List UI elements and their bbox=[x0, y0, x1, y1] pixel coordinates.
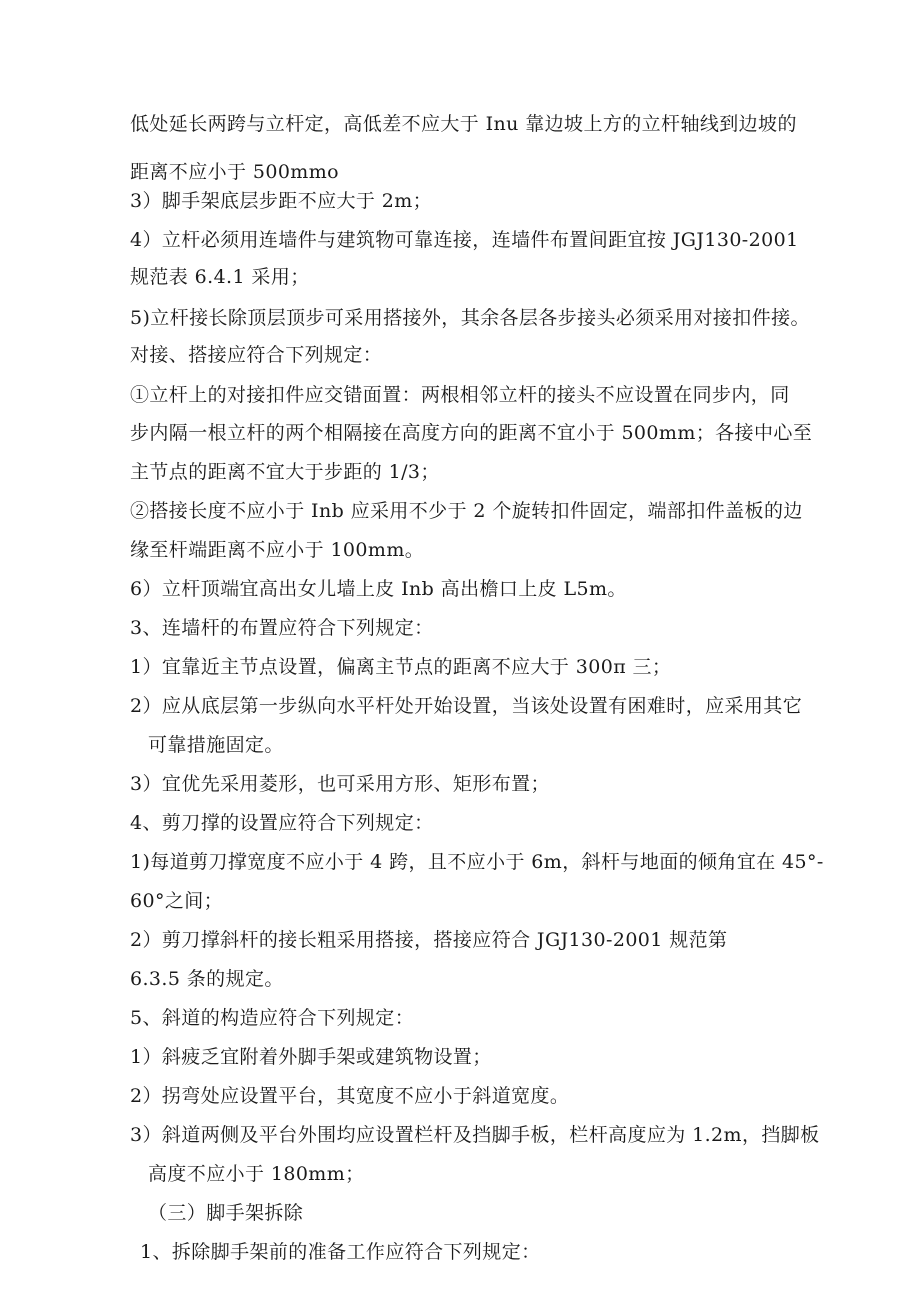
text-line: 3）斜道两侧及平台外围均应设置栏杆及挡脚手板，栏杆高度应为 1.2m，挡脚板 bbox=[130, 1124, 820, 1146]
text-line: 1）宜靠近主节点设置，偏离主节点的距离不应大于 300π 三； bbox=[130, 656, 672, 678]
section-heading: （三）脚手架拆除 bbox=[148, 1202, 304, 1224]
text-line: 2）拐弯处应设置平台，其宽度不应小于斜道宽度。 bbox=[130, 1085, 570, 1107]
text-line: 4）立杆必须用连墙件与建筑物可靠连接，连墙件布置间距宜按 JGJ130-2001 bbox=[130, 229, 799, 251]
text-line: ①立杆上的对接扣件应交错面置：两根相邻立杆的接头不应设置在同步内，同 bbox=[130, 384, 790, 406]
section-heading: 3、连墙杆的布置应符合下列规定： bbox=[130, 617, 434, 639]
text-line: 主节点的距离不宜大于步距的 1/3； bbox=[130, 461, 440, 483]
text-line: 2）应从底层第一步纵向水平杆处开始设置，当该处设置有困难时，应采用其它 bbox=[130, 695, 803, 717]
text-line: 3）脚手架底层步距不应大于 2m； bbox=[130, 190, 433, 212]
text-line: 对接、搭接应符合下列规定： bbox=[130, 344, 383, 366]
text-line: 5)立杆接长除顶层顶步可采用搭接外，其余各层各步接头必须采用对接扣件接。 bbox=[130, 307, 810, 329]
text-line: 低处延长两跨与立杆定，高低差不应大于 Inu 靠边坡上方的立杆轴线到边坡的 bbox=[130, 113, 797, 135]
text-line: 可靠措施固定。 bbox=[148, 734, 284, 756]
text-line: ②搭接长度不应小于 Inb 应采用不少于 2 个旋转扣件固定，端部扣件盖板的边 bbox=[130, 500, 803, 522]
text-line: 规范表 6.4.1 采用； bbox=[130, 266, 310, 288]
text-line: 3）宜优先采用菱形，也可采用方形、矩形布置； bbox=[130, 773, 550, 795]
section-heading: 4、剪刀撑的设置应符合下列规定： bbox=[130, 812, 434, 834]
text-line: 步内隔一根立杆的两个相隔接在高度方向的距离不宜小于 500mm；各接中心至 bbox=[130, 422, 813, 444]
text-line: 1)每道剪刀撑宽度不应小于 4 跨，且不应小于 6m，斜杆与地面的倾角宜在 45°- bbox=[130, 851, 824, 873]
text-line: 高度不应小于 180mm； bbox=[148, 1163, 365, 1185]
text-line: 6.3.5 条的规定。 bbox=[130, 968, 284, 990]
section-heading: 5、斜道的构造应符合下列规定： bbox=[130, 1007, 415, 1029]
section-heading: 1、拆除脚手架前的准备工作应符合下列规定： bbox=[140, 1241, 541, 1263]
text-line: 6）立杆顶端宜高出女儿墙上皮 Inb 高出檐口上皮 L5m。 bbox=[130, 578, 627, 600]
text-line: 2）剪刀撑斜杆的接长粗采用搭接，搭接应符合 JGJ130-2001 规范第 bbox=[130, 929, 728, 951]
text-line: 1）斜疲乏宜附着外脚手架或建筑物设置； bbox=[130, 1046, 492, 1068]
text-line: 距离不应小于 500mmo bbox=[130, 161, 339, 183]
text-line: 缘至杆端距离不应小于 100mm。 bbox=[130, 539, 425, 561]
text-line: 60°之间； bbox=[130, 890, 224, 912]
